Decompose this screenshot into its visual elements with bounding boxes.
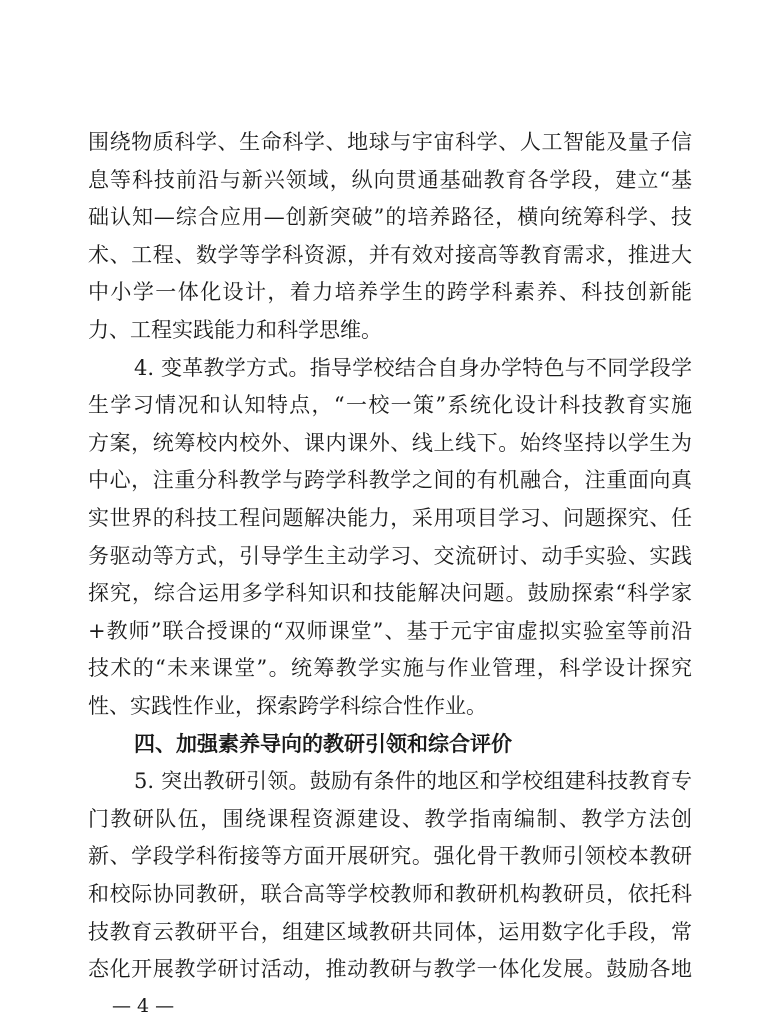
- page-number: — 4 —: [112, 995, 175, 1017]
- body-line-16: 性、实践性作业，探索跨学科综合性作业。: [88, 694, 487, 718]
- section-heading-4: 四、加强素养导向的教研引领和综合评价: [134, 731, 512, 756]
- body-line-15: 技术的“未来课堂”。统筹教学实施与作业管理，科学设计探究: [88, 656, 692, 681]
- body-line-14: +教师”联合授课的“双师课堂”、基于元宇宙虚拟实验室等前沿: [88, 618, 692, 643]
- body-line-5: 中小学一体化设计，着力培养学生的跨学科素养、科技创新能: [88, 280, 692, 305]
- body-line-4: 术、工程、数学等学科资源，并有效对接高等教育需求，推进大: [88, 242, 692, 267]
- body-line-9: 方案，统筹校内校外、课内课外、线上线下。始终坚持以学生为: [88, 430, 692, 455]
- body-line-21: 和校际协同教研，联合高等学校教师和教研机构教研员，依托科: [88, 882, 692, 906]
- body-line-6: 力、工程实践能力和科学思维。: [88, 318, 382, 342]
- body-line-10: 中心，注重分科教学与跨学科教学之间的有机融合，注重面向真: [88, 468, 692, 493]
- body-line-20: 新、学段学科衔接等方面开展研究。强化骨干教师引领校本教研: [88, 844, 692, 869]
- body-line-3: 础认知—综合应用—创新突破”的培养路径，横向统筹科学、技: [88, 205, 692, 230]
- body-line-11: 实世界的科技工程问题解决能力，采用项目学习、问题探究、任: [88, 506, 692, 530]
- body-line-1: 围绕物质科学、生命科学、地球与宇宙科学、人工智能及量子信: [88, 130, 692, 154]
- paragraph-4-first-line: 4. 变革教学方式。指导学校结合自身办学特色与不同学段学: [134, 355, 692, 380]
- body-line-19: 门教研队伍，围绕课程资源建设、教学指南编制、教学方法创: [88, 806, 692, 831]
- body-line-22: 技教育云教研平台，组建区域教研共同体，运用数字化手段，常: [88, 919, 692, 944]
- body-line-12: 务驱动等方式，引导学生主动学习、交流研讨、动手实验、实践: [88, 543, 692, 568]
- paragraph-5-first-line: 5. 突出教研引领。鼓励有条件的地区和学校组建科技教育专: [134, 769, 692, 794]
- body-line-13: 探究，综合运用多学科知识和技能解决问题。鼓励探索“科学家: [88, 581, 692, 606]
- body-line-8: 生学习情况和认知特点，“一校一策”系统化设计科技教育实施: [88, 393, 692, 418]
- body-line-23: 态化开展教学研讨活动，推动教研与教学一体化发展。鼓励各地: [88, 957, 692, 982]
- body-line-2: 息等科技前沿与新兴领域，纵向贯通基础教育各学段，建立“基: [88, 167, 692, 192]
